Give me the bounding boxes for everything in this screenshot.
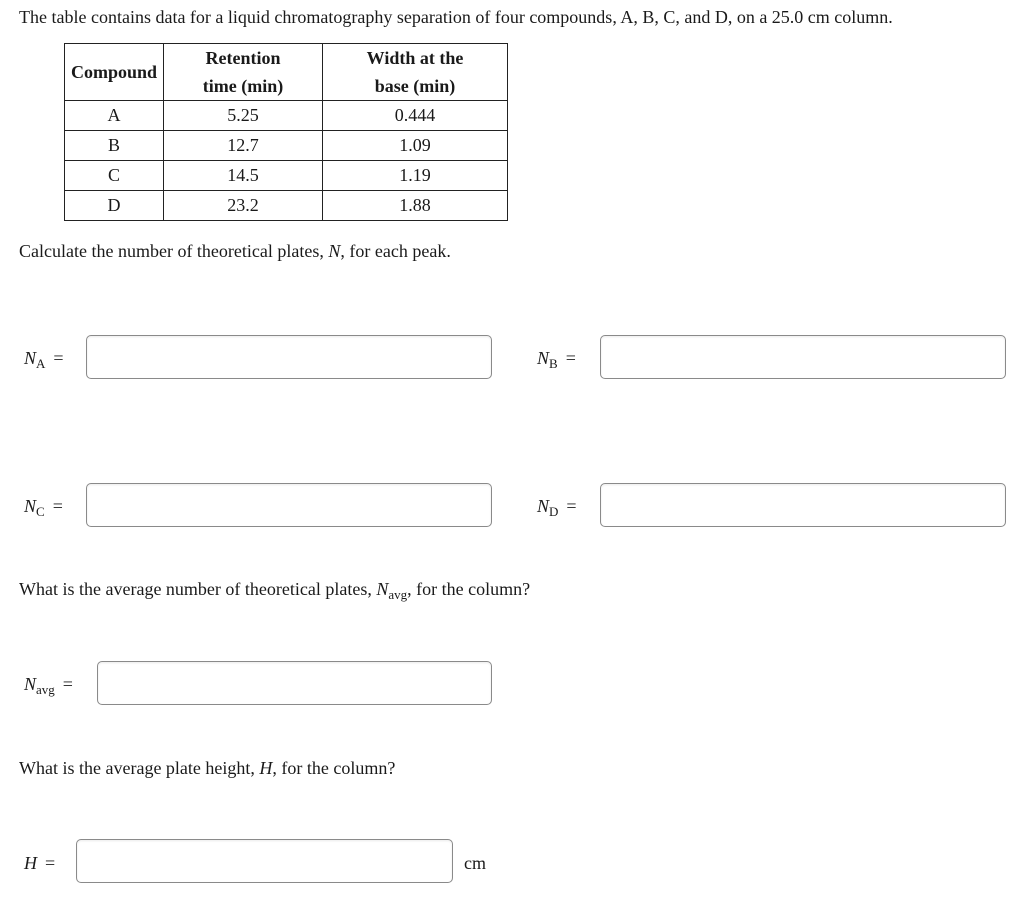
question-average-plates [19, 578, 530, 602]
cell-retention: 14.5 [164, 161, 323, 191]
h-var: H [24, 853, 37, 873]
header-retention-line1: Retention [205, 48, 281, 68]
navg-sub: avg [36, 682, 55, 697]
data-table [64, 43, 508, 221]
question-plates-var: N [328, 241, 341, 261]
cell-width: 0.444 [323, 101, 508, 131]
cell-compound: A [65, 101, 164, 131]
header-compound-label: Compound [70, 62, 158, 82]
nb-equals: = [565, 348, 576, 368]
navg-input[interactable] [97, 661, 492, 705]
table-row [65, 161, 508, 191]
question-average-plates-var: N [376, 579, 389, 599]
nc-input[interactable] [86, 483, 492, 527]
question-plate-height-text: What is the average plate height, [19, 758, 260, 778]
nd-label [537, 495, 577, 519]
header-retention-line2: time (min) [202, 76, 284, 96]
nc-sub: C [36, 504, 45, 519]
h-unit: cm [464, 853, 486, 873]
nd-input[interactable] [600, 483, 1006, 527]
question-plate-height-text-end: , for the column? [272, 758, 396, 778]
cell-retention: 5.25 [164, 101, 323, 131]
na-label [24, 347, 64, 371]
question-plate-height-var: H [259, 758, 273, 778]
problem-intro: The table contains data for a liquid chromatography separation of four compounds, A, B, C, and D, on a 25.0 cm column. [19, 7, 893, 27]
header-retention [164, 44, 323, 101]
question-plates-text: Calculate the number of theoretical plates, [19, 241, 329, 261]
nd-sub: D [549, 504, 559, 519]
nc-var: N [24, 496, 37, 516]
question-average-plates-sub: avg [388, 587, 408, 602]
question-average-plates-text-end: , for the column? [407, 579, 531, 599]
cell-width: 1.09 [323, 131, 508, 161]
header-width [323, 44, 508, 101]
cell-retention: 12.7 [164, 131, 323, 161]
cell-retention: 23.2 [164, 191, 323, 221]
header-width-line2: base (min) [374, 76, 456, 96]
table-header-row [65, 44, 508, 101]
navg-label [24, 673, 73, 697]
question-plate-height [19, 757, 395, 779]
na-var: N [24, 348, 37, 368]
nc-equals: = [52, 496, 63, 516]
cell-compound: B [65, 131, 164, 161]
cell-compound: C [65, 161, 164, 191]
question-average-plates-text: What is the average number of theoretical plates, [19, 579, 377, 599]
na-equals: = [53, 348, 64, 368]
question-plates [19, 240, 451, 262]
nb-sub: B [549, 356, 558, 371]
cell-width: 1.19 [323, 161, 508, 191]
nd-equals: = [566, 496, 577, 516]
nd-var: N [537, 496, 550, 516]
nb-input[interactable] [600, 335, 1006, 379]
cell-compound: D [65, 191, 164, 221]
na-sub: A [36, 356, 46, 371]
na-input[interactable] [86, 335, 492, 379]
navg-var: N [24, 674, 37, 694]
question-plates-text-end: , for each peak. [340, 241, 451, 261]
table-row [65, 101, 508, 131]
h-label [24, 852, 55, 874]
header-width-line1: Width at the [366, 48, 464, 68]
h-input[interactable] [76, 839, 453, 883]
header-compound [65, 44, 164, 101]
nb-var: N [537, 348, 550, 368]
table-row [65, 131, 508, 161]
table-row [65, 191, 508, 221]
nb-label [537, 347, 576, 371]
navg-equals: = [62, 674, 73, 694]
h-equals: = [45, 853, 56, 873]
cell-width: 1.88 [323, 191, 508, 221]
nc-label [24, 495, 63, 519]
